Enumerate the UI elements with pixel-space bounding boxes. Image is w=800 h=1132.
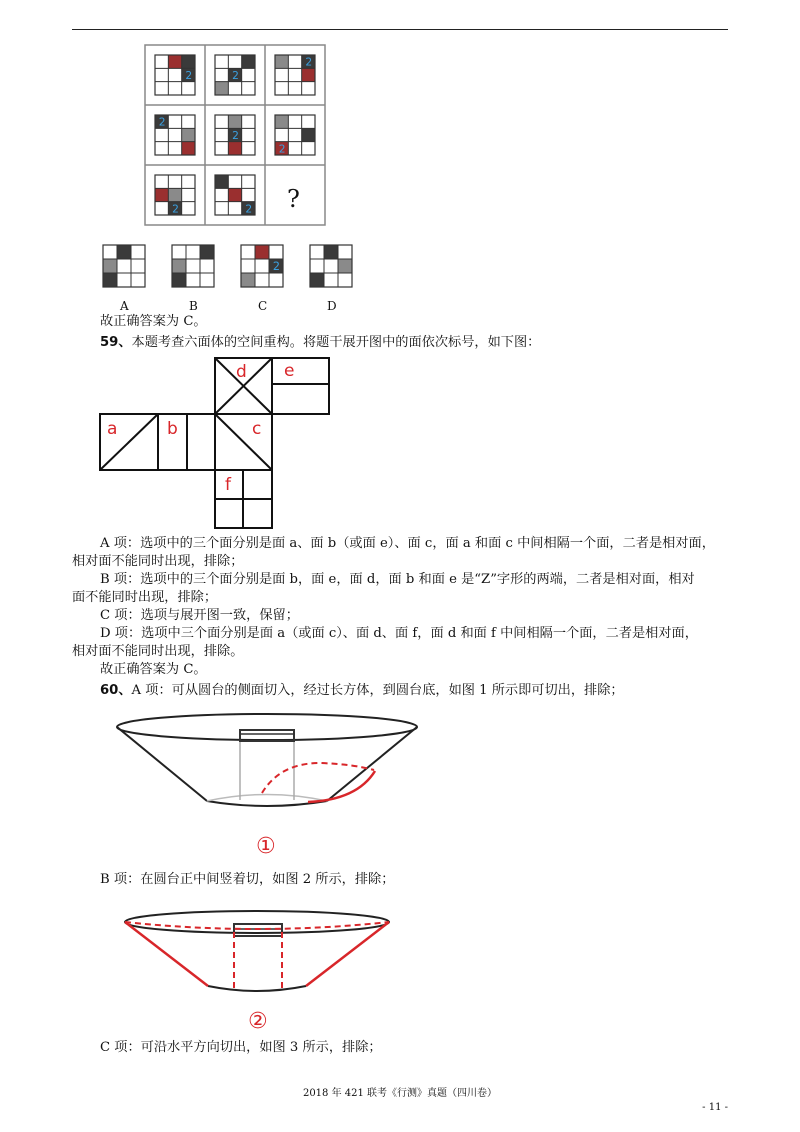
puzzle-cell-3-marker: 2 [305, 55, 313, 69]
option-D-filled-cell [310, 273, 324, 287]
puzzle-cell-1-marker: 2 [185, 69, 193, 82]
fig1-label: ① [256, 834, 276, 858]
q59-line-2: 相对面不能同时出现，排除； [72, 554, 244, 569]
option-label-B: B [189, 299, 198, 313]
puzzle-cell-7-filled-cell [168, 188, 181, 201]
face-e [272, 358, 329, 414]
option-C-filled-cell [241, 273, 255, 287]
option-A-filled-cell [103, 259, 117, 273]
q58-answer: 故正确答案为 C。 [100, 314, 207, 329]
option-B-filled-cell [172, 273, 186, 287]
puzzle-cell-7-marker: 2 [172, 202, 179, 216]
option-B-filled-cell [172, 259, 186, 273]
puzzle-cell-7-filled-cell [155, 188, 168, 201]
face-a-label: a [107, 419, 118, 439]
option-C-marker: 2 [272, 260, 281, 274]
puzzle-cell-8-marker: 2 [245, 202, 253, 216]
q59-line-3: B 项：选项中的三个面分别是面 b，面 e，面 d，面 b 和面 e 是“Z”字形的两端，二者是相对面，相对 [100, 572, 695, 587]
q60-number: 60 [100, 683, 119, 698]
q59-line-4: 面不能同时出现，排除； [72, 590, 218, 605]
q59-line-1: A 项：选项中的三个面分别是面 a、面 b（或面 e）、面 c，面 a 和面 c 中间相隔一个面，二者是相对面， [100, 536, 715, 551]
puzzle-cell-2-filled-cell [242, 55, 255, 68]
page-number: - 11 - [702, 1102, 728, 1113]
option-C-filled-cell [255, 245, 269, 259]
puzzle-cell-8-filled-cell [228, 188, 241, 201]
puzzle-cell-6-filled-cell [302, 128, 315, 141]
q59-line-5: C 项：选项与展开图一致，保留； [100, 608, 299, 623]
puzzle-cell-6-filled-cell [275, 115, 288, 128]
puzzle-cell-4-marker: 2 [158, 115, 166, 129]
face-b-label: b [167, 419, 178, 439]
puzzle-cell-5-filled-cell [228, 142, 241, 155]
option-A-filled-cell [117, 245, 131, 259]
page-footer: 2018 年 421 联考《行测》真题（四川卷） [302, 1088, 498, 1099]
face-e-label: e [284, 361, 295, 381]
puzzle-cell-4-filled-cell [182, 128, 195, 141]
header-rule [72, 29, 728, 30]
q59-line-8: 故正确答案为 C。 [100, 662, 207, 677]
option-A-filled-cell [103, 273, 117, 287]
q60-a-line: 60、A 项：可从圆台的侧面切入，经过长方体，到圆台底，如图 1 所示即可切出，排除； [100, 683, 624, 698]
q59-intro-line: 59、本题考查六面体的空间重构。将题干展开图中的面依次标号，如下图： [100, 335, 541, 350]
frustum-figure-2 [120, 906, 396, 1034]
q60-b-text: B 项：在圆台正中间竖着切，如图 2 所示，排除； [100, 872, 395, 887]
q60-c-text: C 项：可沿水平方向切出，如图 3 所示，排除； [100, 1040, 382, 1055]
q58-figure [95, 42, 365, 318]
puzzle-cell-6-marker: 2 [278, 142, 286, 156]
option-D-filled-cell [338, 259, 352, 273]
puzzle-cell-5-marker: 2 [232, 129, 239, 142]
q59-line-7: 相对面不能同时出现，排除。 [72, 644, 244, 659]
puzzle-cell-1-filled-cell [182, 55, 195, 68]
option-label-A: A [120, 299, 129, 313]
q59-intro: 本题考查六面体的空间重构。将题干展开图中的面依次标号，如下图： [131, 335, 541, 350]
frustum-figure-1 [112, 708, 424, 858]
cube-net-figure [98, 356, 334, 534]
question-mark: ? [287, 185, 300, 213]
q59-line-6: D 项：选项中三个面分别是面 a（或面 c）、面 d、面 f，面 d 和面 f 中间相隔一个面，二者是相对面， [100, 626, 698, 641]
puzzle-cell-2-marker: 2 [232, 69, 239, 82]
face-f-label: f [225, 475, 231, 495]
puzzle-cell-1-filled-cell [168, 55, 181, 68]
face-c-label: c [252, 419, 262, 439]
puzzle-cell-3-filled-cell [275, 55, 288, 68]
puzzle-cell-2-filled-cell [215, 82, 228, 95]
option-label-C: C [258, 299, 268, 313]
option-label-D: D [327, 299, 337, 313]
puzzle-cell-5-filled-cell [228, 115, 241, 128]
option-B-filled-cell [200, 245, 214, 259]
fig2-label: ② [248, 1009, 268, 1034]
q59-number: 59 [100, 335, 119, 350]
face-d-label: d [236, 362, 247, 382]
puzzle-cell-3-filled-cell [302, 68, 315, 81]
puzzle-cell-8-filled-cell [215, 175, 228, 188]
option-D-filled-cell [324, 245, 338, 259]
q60-a-text: A 项：可从圆台的侧面切入，经过长方体，到圆台底，如图 1 所示即可切出，排除； [131, 683, 624, 698]
puzzle-cell-4-filled-cell [182, 142, 195, 155]
